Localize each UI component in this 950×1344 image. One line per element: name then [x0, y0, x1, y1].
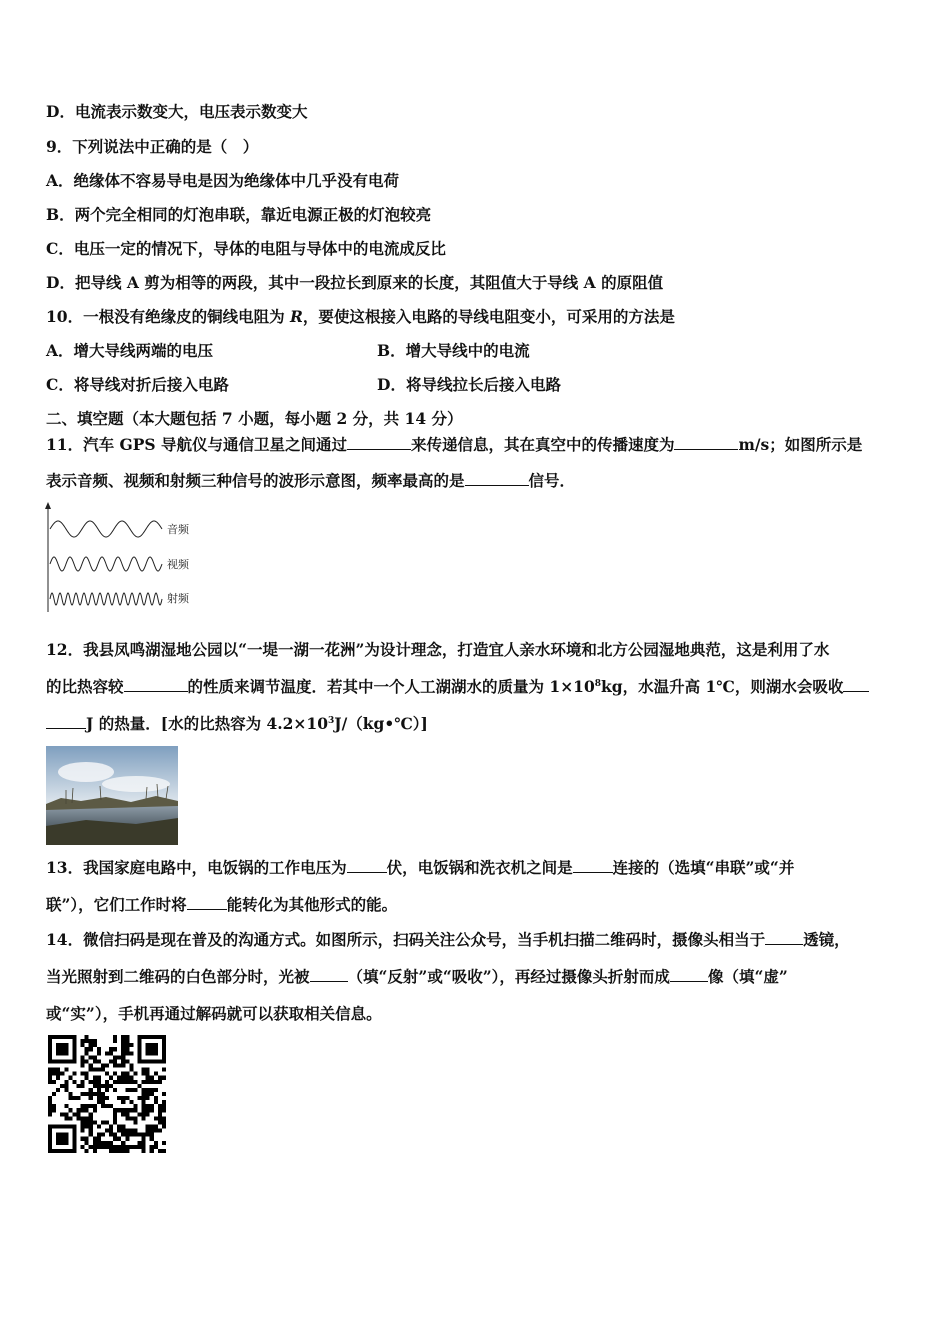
q12-line3-part1: J 的热量．[水的比热容为 4.2×10	[86, 714, 328, 733]
radio-wave	[50, 593, 162, 605]
qr-code	[48, 1035, 166, 1153]
q14-blank-1[interactable]	[765, 930, 803, 945]
q8-option-d: D．电流表示数变大，电压表示数变大	[46, 102, 308, 121]
q11-blank-3[interactable]	[465, 471, 529, 486]
q13-blank-3[interactable]	[187, 895, 227, 910]
q13-line1-part1: 13．我国家庭电路中，电饭锅的工作电压为	[46, 858, 347, 877]
q13-line2-part2: 能转化为其他形式的能。	[226, 895, 398, 914]
q12-blank-2b[interactable]	[46, 714, 86, 729]
q14-blank-3[interactable]	[670, 967, 708, 982]
q12-exponent-2: 3	[327, 715, 335, 726]
q14-line3: 或“实”），手机再通过解码就可以获取相关信息。	[46, 1004, 382, 1023]
video-wave	[50, 557, 162, 571]
q9-option-a: A．绝缘体不容易导电是因为绝缘体中几乎没有电荷	[46, 171, 400, 190]
q12-line2-part1: 的比热容较	[46, 677, 124, 696]
q11-line1-part2: 来传递信息，其在真空中的传播速度为	[410, 435, 675, 454]
q12-blank-1[interactable]	[124, 677, 188, 692]
q12-line3	[46, 714, 428, 734]
q10-stem-part1: 10．一根没有绝缘皮的铜线电阻为	[46, 307, 290, 326]
q12-exponent-1: 8	[594, 678, 602, 689]
q9-option-d: D．把导线 A 剪为相等的两段，其中一段拉长到原来的长度，其阻值大于导线 A 的原阻值	[46, 273, 664, 292]
wave-figure-axis-arrow	[45, 502, 51, 509]
q13-blank-1[interactable]	[347, 858, 387, 873]
q9-option-c: C．电压一定的情况下，导体的电阻与导体中的电流成反比	[46, 239, 446, 258]
q11-line1-part1: 11．汽车 GPS 导航仪与通信卫星之间通过	[46, 435, 347, 454]
q14-line1-part1: 14．微信扫码是现在普及的沟通方式。如图所示，扫码关注公众号，当手机扫描二维码时，摄像头相当于	[46, 930, 766, 949]
q13-line1	[46, 858, 794, 878]
q14-blank-2[interactable]	[310, 967, 348, 982]
photo-cloud	[102, 776, 170, 792]
q10-option-d: D．将导线拉长后接入电路	[377, 375, 561, 394]
q13-line2	[46, 895, 397, 915]
q14-line1-part2: 透镜，	[803, 930, 850, 949]
lake-photo	[46, 746, 178, 845]
q12-line2-part3: kg，水温升高 1℃，则湖水会吸收	[601, 677, 844, 696]
waveform-figure	[40, 500, 210, 615]
radio-label: 射频	[167, 592, 189, 605]
q11-blank-2[interactable]	[674, 435, 738, 450]
video-label: 视频	[167, 558, 189, 571]
q14-line2-part2: （填“反射”或“吸收”），再经过摄像头折射而成	[347, 967, 670, 986]
q13-line1-part3: 连接的（选填“串联”或“并	[612, 858, 795, 877]
q11-line1-part3: m/s；如图所示是	[738, 435, 863, 454]
q12-line1: 12．我县凤鸣湖湿地公园以“一堤一湖一花洲”为设计理念，打造宜人亲水环境和北方公园湿地典范，这是利用了水	[46, 640, 830, 659]
q14-line2-part1: 当光照射到二维码的白色部分时，光被	[46, 967, 310, 986]
q10-stem-part2: ，要使这根接入电路的导线电阻变小，可采用的方法是	[302, 307, 675, 326]
q13-blank-2[interactable]	[573, 858, 613, 873]
q11-blank-1[interactable]	[347, 435, 411, 450]
section-heading: 二、填空题（本大题包括 7 小题，每小题 2 分，共 14 分）	[46, 409, 463, 428]
q12-line3-part2: J/（kg•℃）]	[334, 714, 428, 733]
q11-line2-part2: 信号．	[528, 471, 576, 490]
q10-stem-var: R	[289, 307, 303, 326]
audio-wave	[50, 521, 162, 537]
q11-line2	[46, 471, 575, 491]
audio-label: 音频	[167, 523, 189, 536]
q12-line2	[46, 677, 869, 697]
q12-line2-part2: 的性质来调节温度．若其中一个人工湖湖水的质量为 1×10	[187, 677, 595, 696]
q10-option-c: C．将导线对折后接入电路	[46, 375, 229, 394]
q10-option-a: A．增大导线两端的电压	[46, 341, 214, 360]
q10-option-b: B．增大导线中的电流	[377, 341, 530, 360]
q14-line1	[46, 930, 850, 950]
q9-stem: 9．下列说法中正确的是（ ）	[46, 137, 259, 156]
q9-option-b: B．两个完全相同的灯泡串联，靠近电源正极的灯泡较亮	[46, 205, 432, 224]
q10-stem	[46, 307, 675, 327]
q11-line1	[46, 435, 862, 455]
q12-blank-2a[interactable]	[843, 677, 869, 692]
q14-line2	[46, 967, 788, 987]
q13-line2-part1: 联”），它们工作时将	[46, 895, 187, 914]
q13-line1-part2: 伏，电饭锅和洗衣机之间是	[386, 858, 573, 877]
q11-line2-part1: 表示音频、视频和射频三种信号的波形示意图，频率最高的是	[46, 471, 465, 490]
photo-cloud	[58, 762, 114, 782]
q14-line2-part3: 像（填“虚”	[707, 967, 788, 986]
